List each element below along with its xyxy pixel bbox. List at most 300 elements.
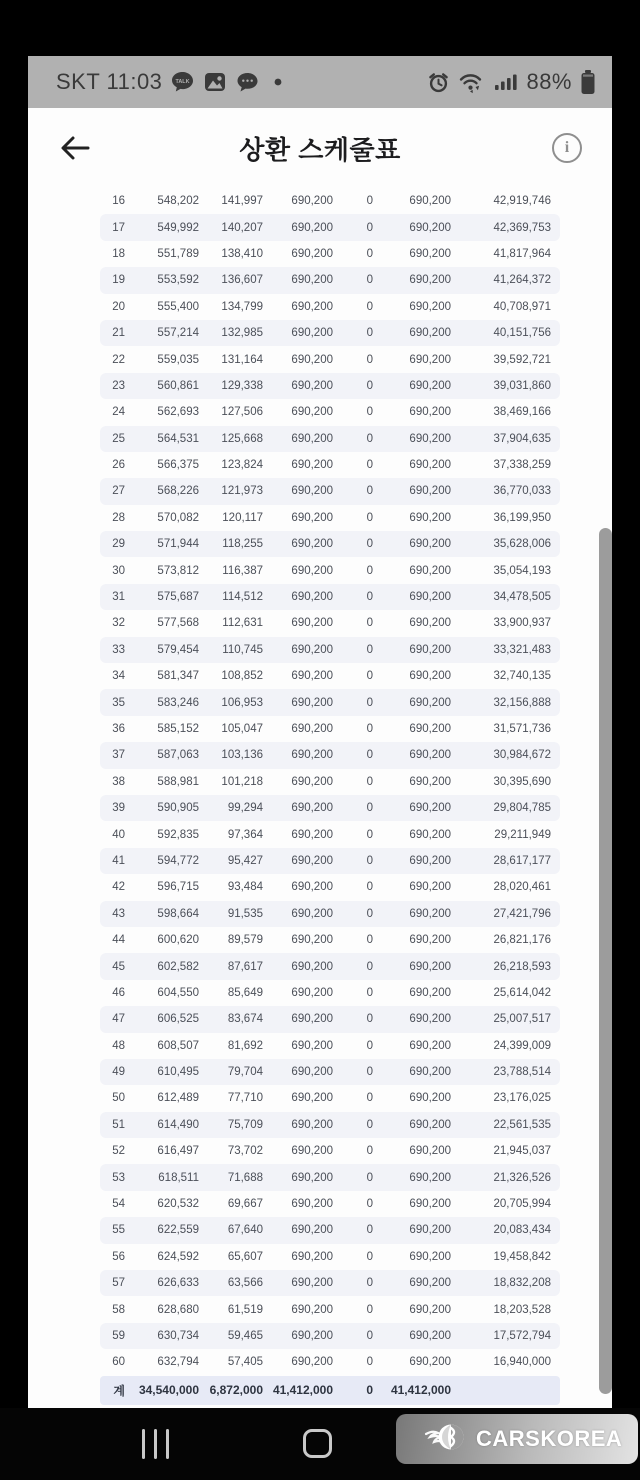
cell-interest: 138,410 [221,247,263,260]
cell-extra: 0 [366,1092,373,1105]
cell-payment: 690,200 [291,1066,333,1079]
cell-principal: 588,981 [157,775,199,788]
cell-seq: 45 [112,960,125,973]
cell-payment: 690,200 [291,247,333,260]
cell-seq: 50 [112,1092,125,1105]
cell-payment: 690,200 [291,432,333,445]
cell-payment: 690,200 [291,1039,333,1052]
table-row [100,1112,560,1138]
message-icon [235,70,260,95]
android-nav-bar [0,1408,640,1480]
table-row [100,716,560,742]
carskorea-watermark [396,1414,638,1464]
cell-payment: 690,200 [291,749,333,762]
table-row [100,267,560,293]
cell-total-payment: 690,200 [409,432,451,445]
cell-total-payment: 690,200 [409,1145,451,1158]
cell-interest: 87,617 [227,960,263,973]
table-row [100,1217,560,1243]
cell-payment: 690,200 [291,881,333,894]
cell-principal: 592,835 [157,828,199,841]
cell-seq: 30 [112,564,125,577]
cell-total-payment: 690,200 [409,538,451,551]
cell-interest: 105,047 [221,723,263,735]
cell-seq: 23 [112,379,125,392]
cell-balance: 25,007,517 [493,1013,551,1026]
battery-percent-label: 88% [526,69,572,94]
cell-seq: 43 [112,907,125,920]
cell-principal: 579,454 [157,643,199,656]
gallery-icon [203,70,227,94]
table-row [100,848,560,874]
cell-seq: 18 [112,247,125,260]
table-row [100,188,560,214]
cell-extra: 0 [366,459,373,472]
cell-principal: 575,687 [157,591,199,604]
cell-total-label: 계 [113,1383,125,1398]
cell-total-payment: 690,200 [409,670,451,683]
cell-total-payment: 690,200 [409,802,451,815]
cell-total-payment: 690,200 [409,1118,451,1131]
table-row [100,214,560,240]
cell-seq: 26 [112,459,125,472]
cell-interest: 127,506 [221,406,263,419]
cell-interest: 59,465 [227,1329,263,1342]
cell-total-payment: 690,200 [409,353,451,366]
cell-extra: 0 [366,1224,373,1237]
cell-total-payment: 690,200 [409,934,451,947]
cell-total-payment: 690,200 [409,221,451,234]
cell-seq: 60 [112,1356,125,1369]
cell-balance: 16,940,000 [493,1356,551,1369]
cell-total-payment: 690,200 [409,300,451,313]
cell-extra: 0 [366,1356,373,1369]
table-row [100,1191,560,1217]
cell-balance: 18,203,528 [493,1303,551,1316]
cell-seq: 53 [112,1171,125,1184]
cell-extra: 0 [366,828,373,841]
table-row [100,531,560,557]
cell-extra: 0 [366,379,373,392]
app-header [28,108,612,188]
cell-payment: 690,200 [291,1250,333,1263]
cell-total-sum: 41,412,000 [390,1383,451,1398]
table-row [100,557,560,583]
cell-balance: 39,592,721 [493,353,551,366]
cell-interest: 118,255 [222,538,263,551]
cell-principal: 612,489 [157,1092,199,1105]
cell-interest: 141,997 [221,195,263,208]
table-row [100,1164,560,1190]
cell-interest: 75,709 [227,1118,263,1131]
cell-principal: 626,633 [157,1277,199,1290]
cell-payment: 690,200 [291,1198,333,1211]
cell-total-payment: 690,200 [409,1013,451,1026]
table-row [100,1033,560,1059]
cell-extra: 0 [366,986,373,999]
cell-interest: 61,519 [227,1303,263,1316]
cell-interest: 79,704 [227,1066,263,1079]
cell-extra: 0 [366,1171,373,1184]
cell-extra: 0 [366,485,373,498]
cell-seq: 22 [112,353,125,366]
cell-balance: 21,326,526 [493,1171,551,1184]
cell-extra: 0 [366,1198,373,1211]
cell-payment: 690,200 [291,960,333,973]
cell-total-payment: 690,200 [409,696,451,709]
cell-principal: 560,861 [157,379,199,392]
cell-balance: 30,984,672 [493,749,551,762]
table-row [100,294,560,320]
cell-principal: 551,789 [157,247,199,260]
cell-seq: 44 [112,934,125,947]
cell-interest: 121,973 [221,485,263,498]
cell-seq: 36 [112,723,125,735]
cell-total-payment: 690,200 [409,379,451,392]
table-row [100,689,560,715]
cell-interest: 71,688 [227,1171,263,1184]
cell-payment: 690,200 [291,406,333,419]
repayment-schedule-table [100,188,560,1405]
cell-balance: 35,054,193 [493,564,551,577]
cell-extra: 0 [366,247,373,260]
cell-payment: 690,200 [291,511,333,524]
cell-principal: 610,495 [157,1066,199,1079]
cell-principal: 566,375 [157,459,199,472]
cell-principal: 581,347 [157,670,199,683]
cell-interest: 93,484 [227,881,263,894]
cell-interest: 112,631 [222,617,263,630]
cell-payment: 690,200 [291,591,333,604]
cell-extra: 0 [366,1066,373,1079]
schedule-table-body [100,188,560,1376]
cell-total-payment: 690,200 [409,1303,451,1316]
cell-seq: 54 [112,1198,125,1211]
cell-interest: 89,579 [227,934,263,947]
cell-interest: 103,136 [221,749,263,762]
cell-total-payment: 690,200 [409,1171,451,1184]
cell-total-payment: 690,200 [409,1329,451,1342]
table-row [100,795,560,821]
cell-balance: 18,832,208 [493,1277,551,1290]
cell-extra: 0 [366,749,373,762]
table-row [100,1349,560,1375]
cell-extra: 0 [366,775,373,788]
cell-seq: 34 [112,670,125,683]
cell-seq: 16 [112,195,125,208]
cell-total-payment: 690,200 [409,828,451,841]
cell-total-principal: 34,540,000 [138,1383,199,1398]
table-row [100,610,560,636]
cell-payment: 690,200 [291,1145,333,1158]
vertical-scrollbar[interactable] [599,528,612,1394]
cell-seq: 25 [112,432,125,445]
cell-principal: 594,772 [157,854,199,867]
cell-balance: 29,211,949 [494,828,551,841]
svg-text:TALK: TALK [175,78,190,85]
cell-balance: 32,156,888 [493,696,551,709]
cell-balance: 20,705,994 [493,1198,551,1211]
cell-seq: 37 [112,749,125,762]
cell-extra: 0 [366,1145,373,1158]
cell-seq: 52 [112,1145,125,1158]
cell-extra: 0 [366,353,373,366]
cell-principal: 573,812 [157,564,199,577]
cell-total-payment: 690,200 [409,195,451,208]
cell-extra: 0 [366,1250,373,1263]
table-row [100,505,560,531]
cell-principal: 568,226 [157,485,199,498]
cell-principal: 559,035 [157,353,199,366]
cell-principal: 600,620 [157,934,199,947]
recents-button[interactable] [142,1429,169,1459]
cell-principal: 557,214 [157,327,199,340]
cell-total-payment: 690,200 [409,1250,451,1263]
cell-principal: 630,734 [157,1329,199,1342]
cell-total-payment: 690,200 [409,459,451,472]
kakaotalk-icon [170,70,195,95]
cell-seq: 31 [112,591,125,604]
table-row [100,241,560,267]
cell-balance: 40,151,756 [493,327,551,340]
back-button[interactable] [58,132,92,164]
cell-seq: 41 [112,854,125,867]
cell-interest: 123,824 [221,459,263,472]
cell-principal: 583,246 [157,696,199,709]
table-row [100,637,560,663]
cell-balance: 41,817,964 [493,247,551,260]
cell-extra: 0 [366,300,373,313]
cell-interest: 125,668 [221,432,263,445]
table-row [100,399,560,425]
info-button[interactable]: i [552,133,582,163]
cell-total-payment: 690,200 [409,749,451,762]
cell-total-payment: 690,200 [409,723,451,735]
table-row [100,953,560,979]
cell-balance: 42,369,753 [493,221,551,234]
cell-principal: 549,992 [157,221,199,234]
table-row [100,1085,560,1111]
cell-extra: 0 [366,617,373,630]
cell-total-payment: 690,200 [409,564,451,577]
cell-payment: 690,200 [291,1329,333,1342]
cell-balance: 23,788,514 [493,1066,551,1079]
cell-balance: 20,083,434 [493,1224,551,1237]
cell-principal: 553,592 [157,274,199,287]
cell-principal: 632,794 [157,1356,199,1369]
table-row [100,663,560,689]
cell-balance: 39,031,860 [493,379,551,392]
cell-seq: 47 [112,1013,125,1026]
cell-extra: 0 [366,195,373,208]
cell-payment: 690,200 [291,274,333,287]
table-row [100,320,560,346]
cell-seq: 39 [112,802,125,815]
cell-seq: 51 [112,1118,125,1131]
cell-interest: 114,512 [222,591,263,604]
cell-principal: 628,680 [157,1303,199,1316]
phone-screen [28,56,612,1408]
cell-payment: 690,200 [291,1303,333,1316]
cell-extra: 0 [366,591,373,604]
watermark-label: CARSKOREA [476,1426,623,1451]
cell-extra: 0 [366,564,373,577]
cell-extra: 0 [366,1039,373,1052]
cell-interest: 120,117 [222,511,263,524]
table-row [100,742,560,768]
cell-total-payment: 690,200 [409,485,451,498]
cell-interest: 132,985 [221,327,263,340]
cell-principal: 585,152 [157,723,199,735]
cell-payment: 690,200 [291,854,333,867]
cell-balance: 38,469,166 [493,406,551,419]
carrier-time-label: SKT 11:03 [56,69,163,94]
cell-total-payment: 690,200 [409,1198,451,1211]
cell-payment: 690,200 [291,670,333,683]
signal-icon [494,71,518,93]
cell-interest: 116,387 [222,564,263,577]
cell-principal: 562,693 [157,406,199,419]
notification-dot [274,78,282,86]
cell-interest: 108,852 [221,670,263,683]
cell-interest: 101,218 [221,775,263,788]
cell-seq: 21 [112,327,125,340]
cell-extra: 0 [366,221,373,234]
cell-payment: 690,200 [291,617,333,630]
cell-extra: 0 [366,406,373,419]
cell-seq: 59 [112,1329,125,1342]
table-row [100,452,560,478]
cell-extra: 0 [366,854,373,867]
cell-balance: 25,614,042 [493,986,551,999]
cell-payment: 690,200 [291,1013,333,1026]
cell-principal: 614,490 [157,1118,199,1131]
cell-balance: 26,218,593 [493,960,551,973]
cell-payment: 690,200 [291,775,333,788]
cell-extra: 0 [366,432,373,445]
cell-seq: 35 [112,696,125,709]
cell-payment: 690,200 [291,1277,333,1290]
table-row [100,1244,560,1270]
cell-balance: 19,458,842 [493,1250,551,1263]
cell-balance: 21,945,037 [493,1145,551,1158]
cell-principal: 624,592 [157,1250,199,1263]
cell-interest: 106,953 [221,696,263,709]
cell-payment: 690,200 [291,459,333,472]
cell-total-payment: 690,200 [409,327,451,340]
cell-extra: 0 [366,670,373,683]
cell-payment: 690,200 [291,1224,333,1237]
cell-extra: 0 [366,1303,373,1316]
cell-total-payment: 690,200 [409,1092,451,1105]
cell-principal: 590,905 [157,802,199,815]
cell-total-payment: 690,200 [409,775,451,788]
cell-balance: 42,919,746 [493,195,551,208]
cell-total-payment: 690,200 [409,274,451,287]
page-title: 상환 스케줄표 [239,134,401,165]
cell-seq: 28 [112,511,125,524]
cell-interest: 67,640 [227,1224,263,1237]
cell-interest: 81,692 [227,1039,263,1052]
table-row [100,1138,560,1164]
cell-balance: 31,571,736 [493,723,551,735]
cell-balance: 41,264,372 [493,274,551,287]
cell-principal: 618,511 [158,1171,199,1184]
cell-extra: 0 [366,1013,373,1026]
cell-payment: 690,200 [291,327,333,340]
cell-payment: 690,200 [291,1118,333,1131]
cell-principal: 598,664 [157,907,199,920]
cell-payment: 690,200 [291,300,333,313]
cell-balance: 34,478,505 [493,591,551,604]
cell-balance: 29,804,785 [493,802,551,815]
cell-seq: 32 [112,617,125,630]
cell-total-payment: 690,200 [409,591,451,604]
cell-seq: 24 [112,406,125,419]
cell-payment: 690,200 [291,1092,333,1105]
cell-payment: 690,200 [291,379,333,392]
cell-total-payment: 690,200 [409,960,451,973]
cell-seq: 20 [112,300,125,313]
cell-balance: 22,561,535 [493,1118,551,1131]
table-row [100,874,560,900]
cell-principal: 616,497 [157,1145,199,1158]
cell-payment: 690,200 [291,1356,333,1369]
table-row [100,1323,560,1349]
cell-principal: 577,568 [157,617,199,630]
table-row [100,1006,560,1032]
cell-payment: 690,200 [291,643,333,656]
table-row [100,769,560,795]
cell-total-interest: 6,872,000 [209,1383,263,1398]
cell-extra: 0 [366,538,373,551]
cell-payment: 690,200 [291,696,333,709]
cell-total-payment: 690,200 [409,1039,451,1052]
cell-payment: 690,200 [291,723,333,735]
table-row [100,373,560,399]
cell-interest: 65,607 [227,1250,263,1263]
cell-extra: 0 [366,1277,373,1290]
cell-extra: 0 [366,802,373,815]
cell-total-payment: 690,200 [409,1224,451,1237]
cell-principal: 620,532 [157,1198,199,1211]
cell-extra: 0 [366,934,373,947]
cell-principal: 606,525 [157,1013,199,1026]
cell-balance: 36,199,950 [493,511,551,524]
cell-payment: 690,200 [291,1171,333,1184]
alarm-icon [427,71,450,94]
home-button[interactable] [303,1429,332,1458]
cell-principal: 608,507 [157,1039,199,1052]
cell-principal: 622,559 [157,1224,199,1237]
cell-seq: 58 [112,1303,125,1316]
cell-payment: 690,200 [291,195,333,208]
cell-seq: 33 [112,643,125,656]
cell-total-payment: 690,200 [409,1277,451,1290]
cell-seq: 40 [112,828,125,841]
cell-interest: 140,207 [221,221,263,234]
cell-balance: 36,770,033 [493,485,551,498]
cell-extra: 0 [366,1329,373,1342]
cell-payment: 690,200 [291,828,333,841]
cell-seq: 17 [112,221,125,234]
cell-balance: 17,572,794 [493,1329,551,1342]
wifi-icon [458,70,486,94]
cell-balance: 28,020,461 [493,881,551,894]
cell-balance: 40,708,971 [493,300,551,313]
battery-icon [580,69,596,95]
cell-total-payment: 690,200 [409,643,451,656]
